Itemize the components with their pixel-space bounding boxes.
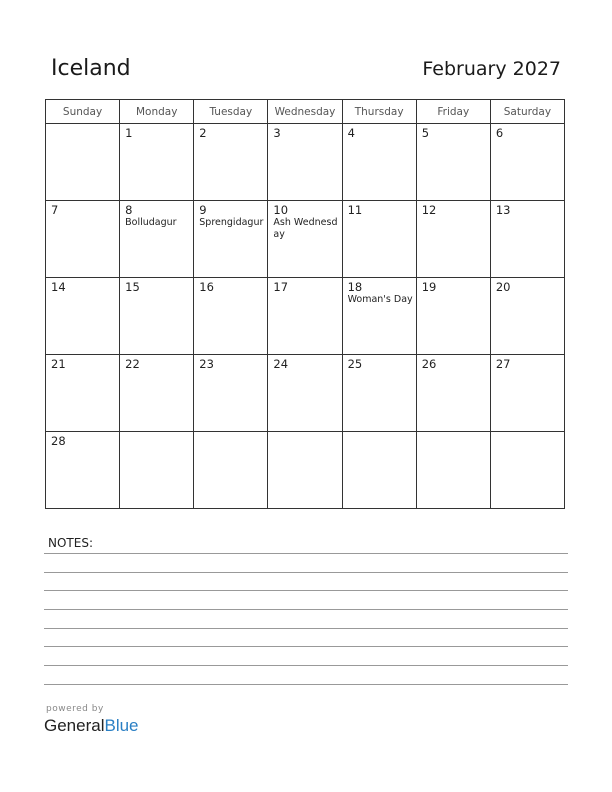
day-number: 3 [273,126,281,140]
day-number: 19 [421,280,437,294]
day-number: 21 [51,357,66,371]
powered-by-text: powered by [46,704,104,714]
day-cell [342,355,416,432]
day-number [120,432,193,434]
day-cell [416,201,490,278]
day-number: 28 [51,434,66,448]
day-cell [268,355,342,432]
week-row-5 [46,432,565,509]
notes-line [44,684,568,685]
day-cell [194,278,268,355]
notes-line [44,553,568,554]
day-number: 9 [199,203,207,217]
notes-line [44,628,568,629]
day-number: 27 [495,357,511,371]
day-cell [342,432,416,509]
day-cell [490,278,564,355]
day-number: 14 [51,280,66,294]
weekday-wednesday: Wednesday [268,100,342,124]
day-cell [120,355,194,432]
day-cell [416,124,490,201]
notes-line [44,646,568,647]
holiday-label: Ash Wednesday [273,217,338,240]
day-number [46,124,119,126]
day-number: 15 [125,280,140,294]
day-number: 23 [199,357,214,371]
day-number [194,432,267,434]
weekday-tuesday: Tuesday [194,100,268,124]
day-number: 24 [273,357,289,371]
day-number: 7 [51,203,59,217]
day-cell [46,124,120,201]
day-cell [120,278,194,355]
day-number: 10 [273,203,289,217]
day-number: 26 [421,357,437,371]
day-number: 20 [495,280,511,294]
week-row-1 [46,124,565,201]
day-number: 1 [125,126,133,140]
day-number: 6 [495,126,504,140]
weekday-header-row [46,100,565,124]
holiday-label: Bolludagur [125,217,177,228]
day-number: 22 [125,357,140,371]
day-cell [490,355,564,432]
day-cell [490,124,564,201]
week-row-3 [46,278,565,355]
notes-label: NOTES: [48,536,93,550]
weekday-thursday: Thursday [342,100,416,124]
day-number: 25 [347,357,363,371]
day-number: 4 [347,126,355,140]
holiday-label: Woman's Day [347,294,413,305]
brand-logo [44,716,139,736]
day-number: 13 [495,203,511,217]
day-number: 16 [199,280,214,294]
notes-line [44,590,568,591]
calendar-grid [45,99,565,509]
day-number [417,432,490,434]
day-cell [490,201,564,278]
day-number: 17 [273,280,289,294]
weekday-sunday: Sunday [46,100,120,124]
day-number: 12 [421,203,437,217]
day-number [491,432,564,434]
brand-name-part1: General [44,716,105,735]
notes-line [44,572,568,573]
day-cell [194,355,268,432]
day-cell [46,278,120,355]
country-title: Iceland [51,56,131,81]
day-number [268,432,341,434]
day-number: 11 [347,203,363,217]
day-cell [120,124,194,201]
day-cell [342,201,416,278]
day-cell [342,124,416,201]
day-cell [46,355,120,432]
month-year-title: February 2027 [422,58,561,80]
day-number: 18 [347,280,363,294]
day-cell [490,432,564,509]
day-cell [46,201,120,278]
week-row-4 [46,355,565,432]
day-cell [120,432,194,509]
day-cell [342,278,416,355]
holiday-label: Sprengidagur [199,217,264,228]
day-cell [268,432,342,509]
day-number: 2 [199,126,207,140]
day-cell [416,432,490,509]
day-cell [268,278,342,355]
day-cell [268,124,342,201]
day-number [343,432,416,434]
day-number: 8 [125,203,133,217]
day-cell [46,432,120,509]
notes-line [44,665,568,666]
brand-name-part2: Blue [104,716,139,735]
day-cell [194,124,268,201]
day-cell [416,355,490,432]
day-cell [416,278,490,355]
weekday-saturday: Saturday [490,100,564,124]
day-cell [120,201,194,278]
weekday-monday: Monday [120,100,194,124]
weekday-friday: Friday [416,100,490,124]
day-cell [194,201,268,278]
day-number: 5 [421,126,430,140]
week-row-2 [46,201,565,278]
notes-line [44,609,568,610]
day-cell [268,201,342,278]
day-cell [194,432,268,509]
